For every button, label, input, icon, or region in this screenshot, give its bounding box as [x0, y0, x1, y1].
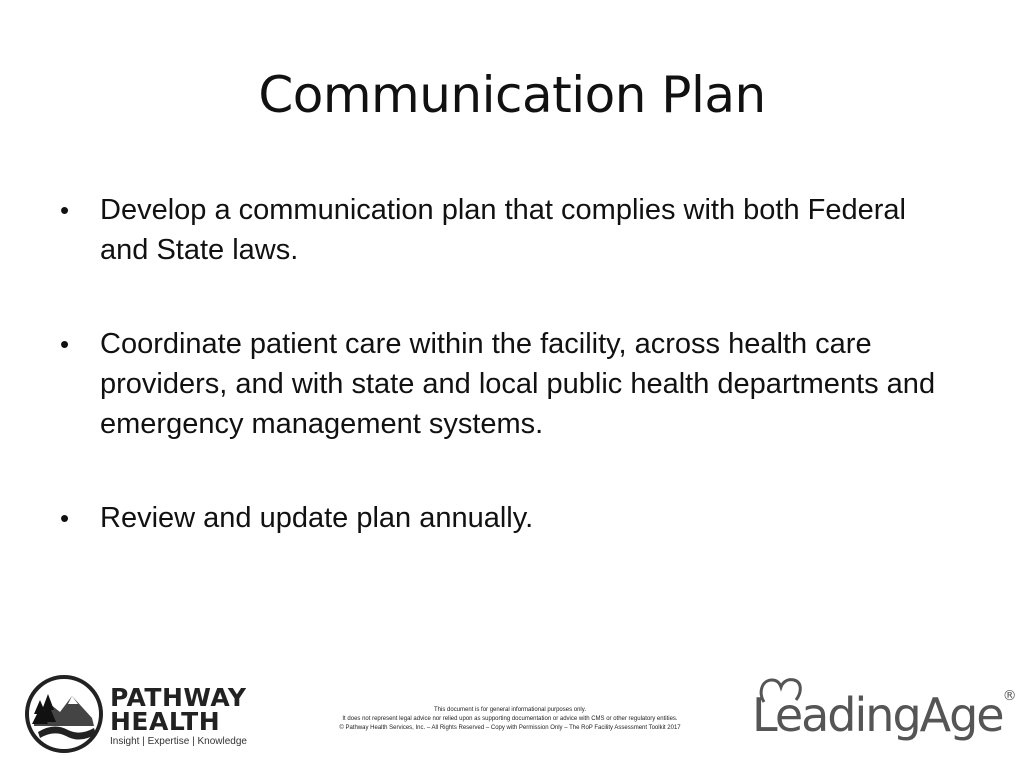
pathway-emblem-icon: [24, 674, 104, 754]
leadingage-wordmark: [752, 688, 1017, 742]
pathway-tagline: Insight | Expertise | Knowledge: [110, 736, 247, 747]
leadingage-wordmark-text: LeadingAge: [752, 688, 1003, 742]
bullet-list: [60, 190, 960, 592]
pathway-name: [110, 683, 247, 736]
disclaimer-line: This document is for general informational purposes only.: [434, 707, 586, 713]
slide-title: Communication Plan: [258, 66, 766, 124]
disclaimer-line: © Pathway Health Services, Inc. – All Rights Reserved – Copy with Permission Only – The RoP Facility Assessment Toolkit 2017: [339, 725, 681, 731]
registered-mark: ®: [1002, 688, 1017, 704]
pathway-name-line2: HEALTH: [110, 707, 221, 736]
leadingage-logo: [752, 674, 1017, 754]
bullet-item: • Coordinate patient care within the facility, across health care providers, and with state and local public health departments and emergency management systems.: [60, 324, 960, 444]
disclaimer: [300, 706, 720, 733]
pathway-health-logo: [24, 674, 254, 754]
pathway-name-line1: PATHWAY: [110, 683, 247, 712]
bullet-item: • Review and update plan annually.: [60, 498, 960, 538]
disclaimer-line: It does not represent legal advice nor relied upon as supporting documentation or advice with CMS or other regulatory entities.: [342, 716, 678, 722]
bullet-item: • Develop a communication plan that complies with both Federal and State laws.: [60, 190, 960, 270]
slide-footer: [0, 668, 1024, 758]
